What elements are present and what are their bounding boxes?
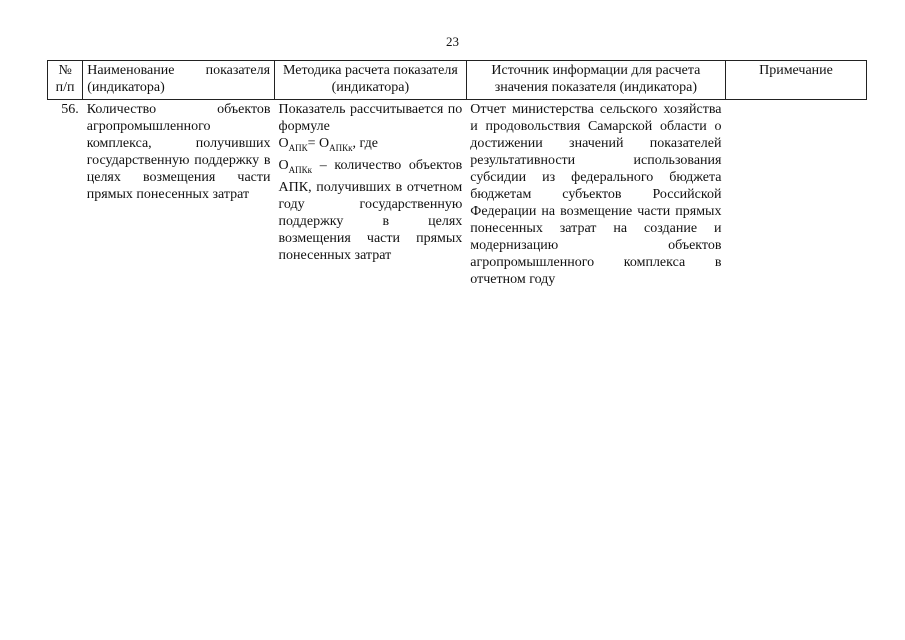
definition-text: – количество объектов АПК, получивших в отчетном году государственную поддержку в целях возмещения части прямых понесенных затрат [278, 157, 463, 263]
formula-equals: = О [307, 136, 330, 151]
formula-tail: , где [352, 136, 378, 151]
calculation-method [275, 100, 467, 290]
method-formula [279, 135, 463, 157]
note-cell [725, 100, 866, 290]
header-calculation-method: Методика расчета показателя (индикатора) [275, 61, 467, 100]
method-definition [279, 157, 463, 264]
method-intro: Показатель рассчитывается по формуле [278, 102, 463, 134]
formula-lhs-subscript: АПК [288, 142, 308, 153]
header-number: № п/п [48, 61, 83, 100]
information-source: Отчет министерства сельского хозяйства и продовольствия Самарской области о достижении значений показателей результативности использования субсидии из федерального бюджета бюджетам субъектов Российской Федерации на возмещение части прямых понесенных затрат на создание и модернизацию объектов агропромышленного комплекса в отчетном году [470, 102, 722, 287]
header-indicator-name: Наименование показателя (индикатора) [83, 61, 275, 100]
definition-variable: О [278, 157, 289, 173]
definition-variable-subscript: АПКк [288, 164, 313, 175]
header-information-source: Источник информации для расчета значения показателя (индикатора) [466, 61, 725, 100]
table-header [48, 61, 867, 100]
indicator-name: Количество объектов агропромышленного комплекса, получивших государственную поддержку в целях возмещения части прямых понесенных затрат [86, 102, 271, 202]
header-note: Примечание [725, 61, 866, 100]
indicators-table [47, 60, 867, 289]
formula-lhs: О [278, 136, 289, 151]
table-row [48, 100, 867, 290]
page-number: 23 [446, 34, 459, 49]
formula-rhs-subscript: АПКк [329, 142, 353, 153]
header-row [48, 61, 867, 100]
row-number: 56. [61, 102, 79, 117]
